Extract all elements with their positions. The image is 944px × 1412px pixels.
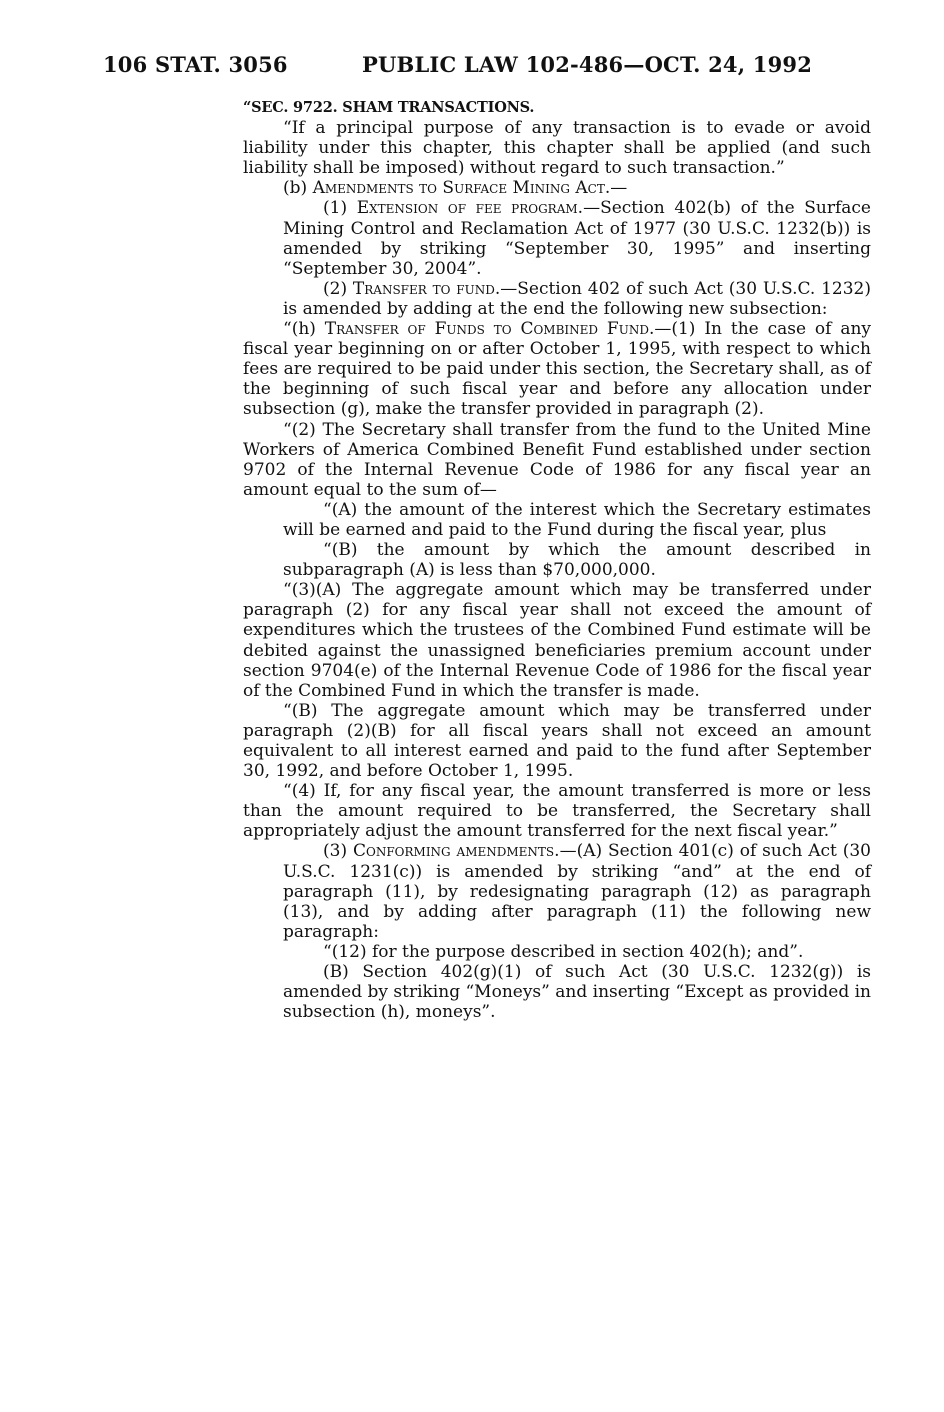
h-label: “(h)	[283, 319, 325, 340]
running-head	[0, 52, 944, 82]
b3-label: (3)	[323, 841, 353, 862]
paragraph-h3a: “(3)(A) The aggregate amount which may be transferred under paragraph (2) for any fiscal year shall not exceed the amount of expenditures which the trustees of the Combined Fund estimate will be debited against the unassigned beneficiaries premium account under section 9704(e) of the Internal Revenue Code of 1986 for the fiscal year of the Combined Fund in which the transfer is made.	[243, 580, 871, 701]
paragraph-h4: “(4) If, for any fiscal year, the amount transferred is more or less than the amount required to be transferred, the Secretary shall appropriately adjust the amount transferred for the next fiscal year.”	[243, 781, 871, 842]
paragraph-b3-quote: “(12) for the purpose described in section 402(h); and”.	[323, 941, 804, 962]
paragraph-h3b: “(B) The aggregate amount which may be transferred under paragraph (2)(B) for all fiscal years shall not exceed an amount equivalent to all interest earned and paid to the fund after September 30, 1992, and before October 1, 1995.	[243, 700, 871, 782]
b1-label: (1)	[323, 198, 357, 219]
subsection-b3-block	[283, 841, 871, 1022]
public-law-header: PUBLIC LAW 102-486—OCT. 24, 1992	[362, 52, 813, 77]
subsection-b-label: (b)	[283, 178, 313, 199]
b3-title: Conforming amendments.	[352, 841, 560, 862]
paragraph-b3	[283, 841, 871, 941]
h-text: —(1) In the case of any fiscal year beginning on or after October 1, 1995, with respect to which fees are required to be paid under this section, the Secretary shall, as of the beginning of such fiscal year and before any allocation under subsection (g), make the transfer provided in paragraph (2).	[243, 319, 872, 420]
b2-label: (2)	[323, 278, 353, 299]
b2-title: Transfer to fund.	[352, 278, 501, 299]
h-title: Transfer of Funds to Combined Fund.	[324, 319, 655, 340]
paragraph-sham-transactions: “If a principal purpose of any transaction is to evade or avoid liability under this chapter, this chapter shall be applied (and such liability shall be imposed) without regard to such transaction.”	[243, 118, 871, 179]
paragraph-h2a: “(A) the amount of the interest which the Secretary estimates will be earned and paid to the Fund during the fiscal year, plus	[283, 499, 871, 540]
paragraph-b2	[283, 279, 871, 319]
subsection-b-title: Amendments to Surface Mining Act.	[312, 178, 611, 199]
subsection-b-dash: —	[610, 178, 628, 199]
paragraph-h2b: “(B) the amount by which the amount described in subparagraph (A) is less than $70,000,000.	[283, 540, 871, 581]
paragraph-b3b: (B) Section 402(g)(1) of such Act (30 U.S.C. 1232(g)) is amended by striking “Moneys” and inserting “Except as provided in subsection (h), moneys”.	[283, 962, 871, 1023]
h2-subparagraphs	[283, 500, 871, 580]
paragraph-b1	[283, 198, 871, 278]
subsection-b-heading	[243, 178, 871, 198]
document-body	[243, 98, 871, 1022]
paragraph-h2: “(2) The Secretary shall transfer from the fund to the United Mine Workers of America Combined Benefit Fund established under section 9702 of the Internal Revenue Code of 1986 for any fiscal year an amount equal to the sum of—	[243, 419, 871, 500]
b1-title: Extension of fee program.	[356, 198, 584, 219]
subsection-b-block	[283, 198, 871, 319]
b2-text: —Section 402 of such Act (30 U.S.C. 1232) is amended by adding at the end the following new subsection:	[283, 278, 872, 319]
subsection-h	[243, 319, 871, 419]
b3-text: —(A) Section 401(c) of such Act (30 U.S.C. 1231(c)) is amended by striking “and” at the end of paragraph (11), by redesignating paragraph (12) as paragraph (13), and by adding after paragraph (11) the following new paragraph:	[283, 841, 871, 942]
b1-text: —Section 402(b) of the Surface Mining Control and Reclamation Act of 1977 (30 U.S.C. 1232(b)) is amended by striking “September 30, 1995” and inserting “September 30, 2004”.	[283, 198, 871, 279]
stat-citation: 106 STAT. 3056	[103, 52, 288, 77]
section-heading: “SEC. 9722. SHAM TRANSACTIONS.	[243, 99, 535, 116]
